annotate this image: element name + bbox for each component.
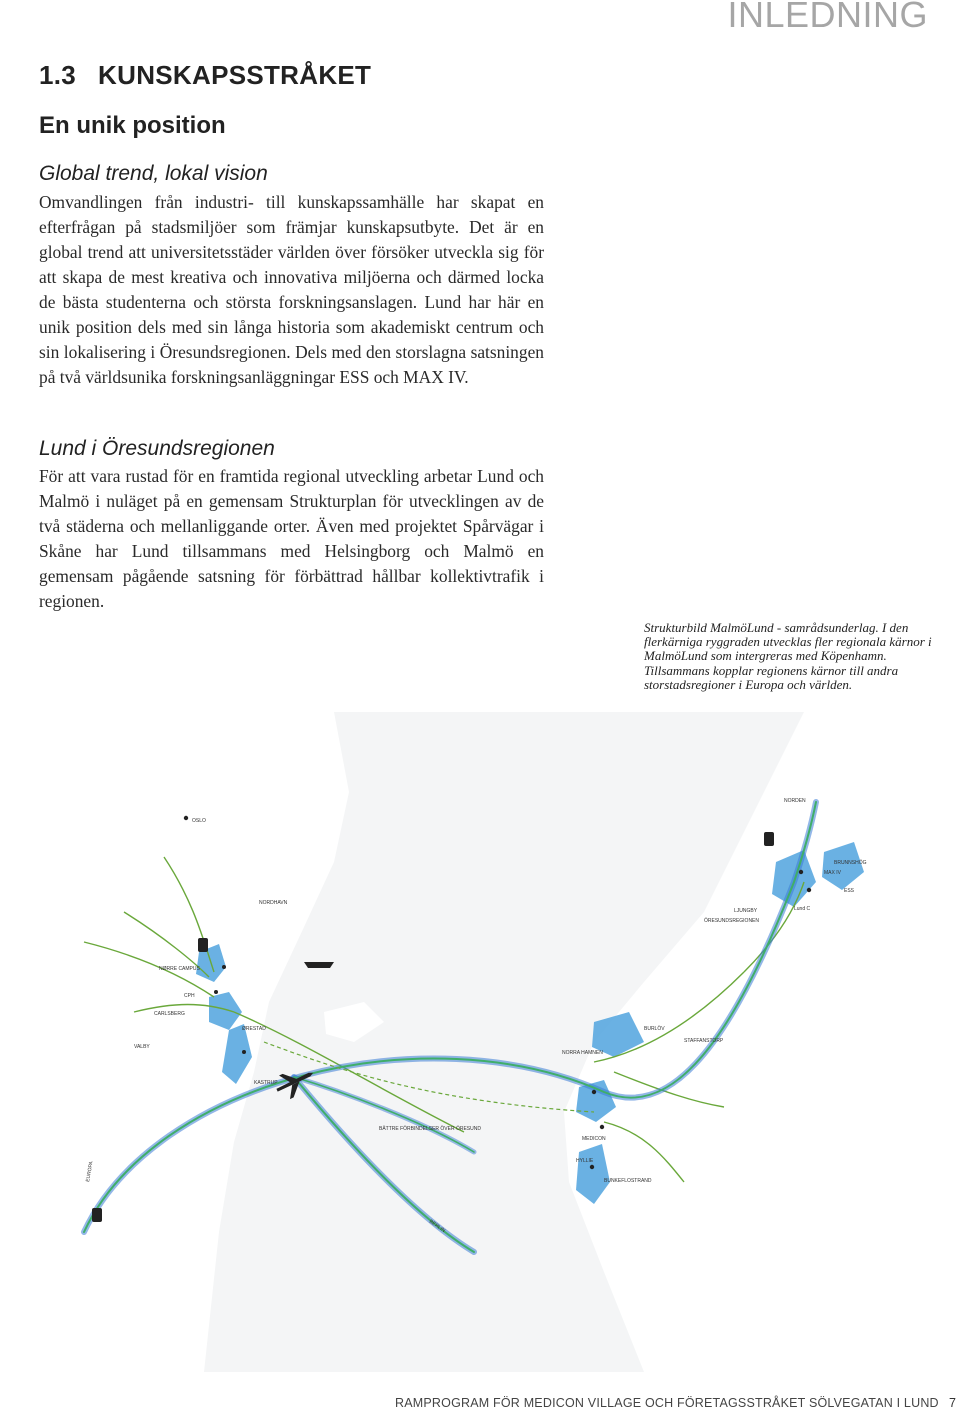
- label-hyllie: HYLLIE: [576, 1158, 594, 1164]
- label-bunkeflo: BUNKEFLOSTRAND: [604, 1178, 652, 1184]
- chapter-heading: [39, 60, 371, 91]
- label-orestad: ØRESTAD: [242, 1026, 266, 1032]
- section-heading-global-trend: Global trend, lokal vision: [39, 162, 268, 185]
- ferry-icon: [304, 962, 334, 968]
- label-valby: VALBY: [134, 1044, 150, 1050]
- label-norre-campus: NØRRE CAMPUS: [159, 966, 200, 972]
- label-brunnshog: BRUNNSHÖG: [834, 860, 867, 866]
- page-number: 7: [949, 1396, 956, 1410]
- map-caption: Strukturbild MalmöLund - samrådsunderlag. I den flerkärniga ryggraden utvecklas fler regionala kärnor i MalmöLund som intergreras med Köpenhamn. Tillsammans kopplar regionens kärnor till andra storstadsregioner i Europa och världen.: [644, 620, 932, 692]
- structure-map: [4, 712, 934, 1372]
- label-oresundsregionen: ÖRESUNDSREGIONEN: [704, 918, 760, 924]
- footer-title: RAMPROGRAM FÖR MEDICON VILLAGE OCH FÖRETAGSSTRÅKET SÖLVEGATAN I LUND: [395, 1396, 939, 1410]
- label-lund-c: Lund C: [794, 906, 811, 912]
- chapter-number: 1.3: [39, 60, 77, 90]
- label-carlsberg: CARLSBERG: [154, 1011, 185, 1017]
- label-oslo: OSLO: [192, 818, 206, 824]
- label-medicon: MEDICON: [582, 1136, 606, 1142]
- label-staffanstorp: STAFFANSTORP: [684, 1038, 724, 1044]
- map-canvas: [4, 712, 934, 1372]
- label-ljungby: LJUNGBY: [734, 908, 758, 914]
- label-cph: CPH: [184, 993, 195, 999]
- chapter-title: KUNSKAPSSTRÅKET: [98, 60, 372, 90]
- section-heading-oresund: Lund i Öresundsregionen: [39, 437, 275, 460]
- saltholm-island: [324, 1002, 384, 1042]
- label-norra-hamnen: NORRA HAMNEN: [562, 1050, 603, 1056]
- section-body-global-trend: Omvandlingen från industri- till kunskapssamhälle har skapat en efterfrågan på stadsmiljöer som främjar kunskapsutbyte. Det är en global trend att universitetsstäder världen över försöker utveckla sig för att skapa de mest kreativa och innovativa miljöerna och därmed locka de bästa studenterna och största forskningsanslagen. Lund har här en unik position dels med sin långa historia som akademiskt centrum och sin lokalisering i Öresundsregionen. Dels med den storslagna satsningen på två världsunika forskningsanläggningar ESS och MAX IV.: [39, 192, 544, 387]
- label-kastrup: KASTRUP: [254, 1080, 278, 1086]
- label-norden: NORDEN: [784, 798, 806, 804]
- label-berlin: BERLIN: [427, 1218, 447, 1234]
- label-ess: ESS: [844, 888, 855, 894]
- label-europa: EUROPA: [85, 1160, 95, 1183]
- page-subtitle: En unik position: [39, 112, 226, 139]
- label-battre: BÄTTRE FÖRBINDELSER ÖVER ÖRESUND: [379, 1126, 481, 1132]
- section-body-oresund: För att vara rustad för en framtida regional utveckling arbetar Lund och Malmö i nuläget på en gemensam Strukturplan för utvecklingen av de två städerna och mellanliggande orter. Även med projektet Spårvägar i Skåne har Lund tillsammans med Helsingborg och Malmö en gemensam pågående satsning för förbättrad hållbar kollektivtrafik i regionen.: [39, 466, 544, 611]
- label-nordhavn: NORDHAVN: [259, 900, 288, 906]
- label-max-iv: MAX IV: [824, 870, 841, 876]
- section-tag: INLEDNING: [727, 0, 928, 35]
- label-burlov: BURLÖV: [644, 1026, 665, 1032]
